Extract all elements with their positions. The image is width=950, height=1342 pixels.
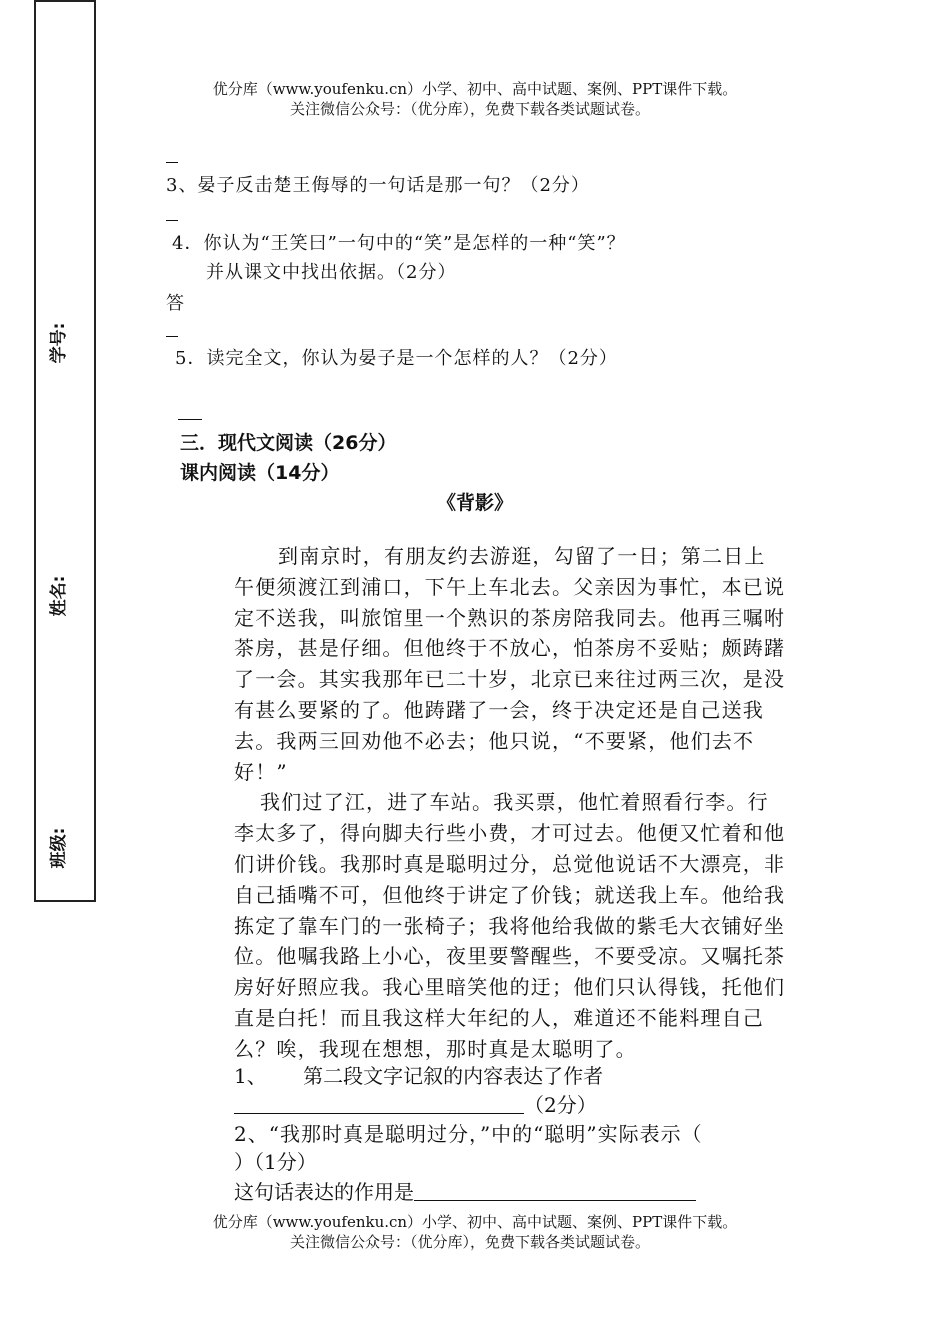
answer-line-mark bbox=[166, 162, 178, 163]
page-header bbox=[0, 79, 950, 119]
question-4-line-1: 4．你认为“王笑曰”一句中的“笑”是怎样的一种“笑”？ bbox=[172, 233, 626, 254]
page-footer bbox=[0, 1212, 950, 1252]
passage-question-2-line-2: ）（1分） bbox=[234, 1150, 317, 1174]
name-label: 姓名: bbox=[49, 575, 69, 617]
answer-line-mark bbox=[166, 336, 178, 337]
passage-question-1-text: 第二段文字记叙的内容表达了作者 bbox=[303, 1064, 604, 1088]
binding-margin-box bbox=[34, 0, 96, 902]
answer-label: 答 bbox=[166, 293, 185, 314]
section-title: 三．现代文阅读（26分） bbox=[180, 432, 397, 454]
question-3: 3、晏子反击楚王侮辱的一句话是那一句？（2分） bbox=[166, 175, 590, 196]
answer-line-mark bbox=[166, 220, 178, 221]
answer-blank[interactable] bbox=[414, 1180, 696, 1201]
passage-question-2-line-1: 2、“我那时真是聪明过分，”中的“聪明”实际表示（ bbox=[234, 1122, 703, 1146]
question-5: 5．读完全文，你认为晏子是一个怎样的人？（2分） bbox=[175, 348, 618, 369]
footer-line-1: 优分库（www.youfenku.cn）小学、初中、高中试题、案例、PPT课件下载。 bbox=[212, 1213, 738, 1231]
section-rule bbox=[178, 419, 202, 420]
passage-question-1 bbox=[234, 1060, 603, 1089]
question-4-line-2: 并从课文中找出依据。（2分） bbox=[206, 262, 457, 283]
passage-body bbox=[234, 541, 786, 1065]
footer-line-2: 关注微信公众号：（优分库），免费下载各类试题试卷。 bbox=[289, 1233, 650, 1251]
header-line-1: 优分库（www.youfenku.cn）小学、初中、高中试题、案例、PPT课件下载。 bbox=[212, 80, 738, 98]
passage-question-1-score: （2分） bbox=[524, 1093, 597, 1117]
passage-question-3-text: 这句话表达的作用是 bbox=[234, 1180, 414, 1204]
passage-question-1-answer bbox=[234, 1089, 597, 1118]
passage-title: 《背影》 bbox=[437, 492, 514, 514]
student-id-label: 学号: bbox=[49, 322, 69, 364]
passage-paragraph-1: 到南京时，有朋友约去游逛，勾留了一日；第二日上午便须渡江到浦口，下午上车北去。父亲因为事忙，本已说定不送我，叫旅馆里一个熟识的茶房陪我同去。他再三嘱咐茶房，甚是仔细。但他终于不放心，怕茶房不妥贴；颇踌躇了一会。其实我那年已二十岁，北京已来往过两三次，是没有甚么要紧的了。他踌躇了一会，终于决定还是自己送我去。我两三回劝他不必去；他只说，“不要紧，他们去不好！” bbox=[234, 544, 786, 784]
passage-question-3 bbox=[234, 1176, 696, 1205]
passage-paragraph-2: 我们过了江，进了车站。我买票，他忙着照看行李。行李太多了，得向脚夫行些小费，才可过去。他便又忙着和他们讲价钱。我那时真是聪明过分，总觉他说话不大漂亮，非自己插嘴不可，但他终于讲定了价钱；就送我上车。他给我拣定了靠车门的一张椅子；我将他给我做的紫毛大衣铺好坐位。他嘱我路上小心，夜里要警醒些，不要受凉。又嘱托茶房好好照应我。我心里暗笑他的迂；他们只认得钱，托他们直是白托！而且我这样大年纪的人，难道还不能料理自己么？唉，我现在想想，那时真是太聪明了。 bbox=[234, 790, 786, 1061]
section-subtitle: 课内阅读（14分） bbox=[180, 462, 340, 484]
header-line-2: 关注微信公众号：（优分库），免费下载各类试题试卷。 bbox=[289, 100, 650, 118]
class-label: 班级: bbox=[49, 827, 69, 869]
answer-blank[interactable] bbox=[234, 1093, 524, 1114]
passage-question-1-number: 1、 bbox=[234, 1064, 267, 1088]
